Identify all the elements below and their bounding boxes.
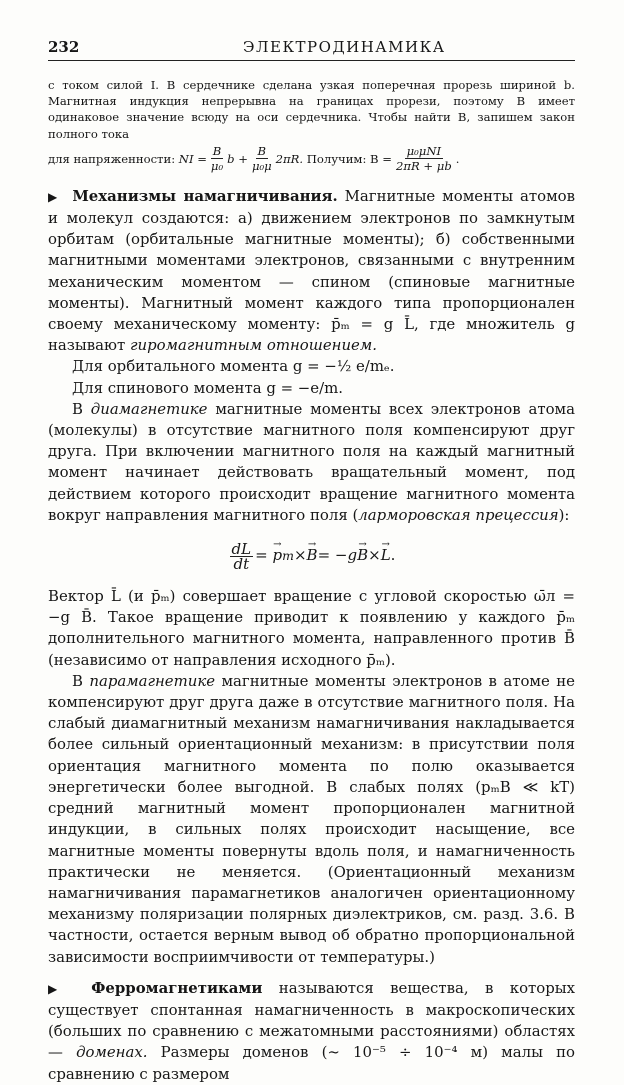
small-print-text: с током силой I. В сердечнике сделана узкая поперечная прорезь шириной b. Магнитная индукция непрерывна на границах прорези, поэтому B имеет одинаковое значение всюду на оси сердечника. Чтобы найти B, запишем закон полного тока [48, 78, 575, 141]
vector-paragraph: Вектор L̄ (и p̄ₘ) совершает вращение с угловой скоростью ω̄л = −g B̄. Такое вращение приводит к появлению у каждого p̄ₘ дополнительного магнитного момента, направленного против B̄ (независимо от направления исходного p̄ₘ). [48, 587, 575, 669]
eq-l: → L [381, 545, 391, 566]
section-text: Магнитные моменты атомов и молекул создаются: а) движением электронов по замкнутым орбитам (орбитальные магнитные моменты); б) собственными магнитными моментами электронов, связанными с внутренним механическим моментом — спином (спиновые магнитные моменты). Магнитный момент каждого типа пропорционален своему механическому моменту: [48, 186, 576, 334]
fraction-1-den: μ₀ [210, 159, 224, 174]
dia-text: магнитные моменты всех электронов атома (молекулы) в отсутствие магнитного поля компенсируют друг друга. При включении магнитного поля на каждый магнитный момент начинает действовать вращательный момент, под действием которого происходит вращение магнитного момента вокруг направления магнитного поля ( [48, 399, 575, 524]
fraction-2-den: μ₀μ [251, 159, 272, 174]
paramagnet-paragraph [48, 671, 575, 968]
diamagnet-paragraph [48, 399, 575, 526]
para-term: парамагнетике [89, 671, 216, 690]
formula-lhs: NI = [178, 151, 207, 166]
running-title: ЭЛЕКТРОДИНАМИКА [243, 38, 446, 56]
fraction-3-after: . [455, 151, 460, 166]
formula-prefix: для напряженности: [48, 151, 176, 166]
ferro-text: называются вещества, в которых существует спонтанная намагниченность в макроскопических (больших по сравнению с межатомными расстояниями) областях — [48, 978, 576, 1062]
eq-b1: → B [307, 545, 318, 566]
eq-times-2: × [368, 546, 381, 565]
page-number: 232 [48, 38, 80, 56]
eq-fraction [230, 539, 254, 573]
section-marker-icon: ▶ [48, 981, 69, 996]
larmor-term: ларморовская прецессия [358, 505, 559, 524]
section-title: Механизмы намагничивания. [72, 186, 338, 205]
fraction-2-after: 2πR. [275, 151, 304, 166]
fraction-1-after: b + [227, 151, 248, 166]
spin-line: Для спинового момента g = −e/m. [72, 378, 343, 397]
eq-b2: → B [357, 545, 368, 566]
moment-formula: p̄ₘ = g L̄, где множитель g называют [48, 315, 575, 355]
page-header [48, 36, 575, 61]
domain-term: доменах. [76, 1043, 148, 1062]
fraction-3-num: μ₀μNI [406, 144, 442, 159]
eq-pm-sub: m [282, 548, 294, 564]
ferro-title: Ферромагнетиками [91, 978, 263, 997]
eq-minus-g: = −g [317, 546, 358, 565]
gyromagnetic-term: гиромагнитным отношением. [129, 336, 377, 355]
small-print-paragraph [48, 77, 575, 142]
para-start: В [72, 671, 83, 690]
fraction-1-num: B [212, 144, 222, 159]
fraction-2 [250, 144, 274, 173]
eq-equals: = [255, 546, 268, 565]
section-marker-icon: ▶ [48, 189, 60, 204]
dia-term: диамагнетике [90, 399, 208, 418]
formula-mid: Получим: B = [306, 151, 392, 166]
fraction-1 [209, 144, 225, 173]
eq-times-1: × [293, 546, 307, 565]
fraction-3-den: 2πR + μb [395, 159, 452, 174]
para-text: магнитные моменты электронов в атоме не компенсируют друг друга даже в отсутствие магнитного поля. На слабый диамагнитный механизм намагничивания накладывается более сильный ориентационный механизм: в присутствии поля ориентация магнитного момента по полю оказывается энергетически более выгодной. В слабых полях (pₘB ≪ kT) средний магнитный момент пропорционален магнитной индукции, в сильных полях происходит насыщение, все магнитные моменты повернуты вдоль поля, и намагниченность практически не меняется. (Ориентационный механизм намагничивания парамагнетиков аналогичен ориентационному механизму поляризации полярных диэлектриков, см. разд. 3.6. В частности, остается верным вывод об обратно пропорциональной зависимости восприимчивости от температуры.) [48, 671, 575, 966]
eq-pm: → p [272, 545, 282, 566]
section-ferromagnets [48, 978, 575, 1085]
eq-dot: . [390, 546, 396, 565]
larmor-equation [48, 530, 575, 582]
orbital-line: Для орбитального момента g = −½ e/mₑ. [72, 357, 395, 376]
eq-den: dt [233, 554, 250, 573]
eq-num: dL [231, 539, 252, 558]
section-magnetization [48, 186, 575, 357]
book-page [48, 36, 575, 1085]
fraction-3 [394, 144, 454, 173]
core-formula-line [48, 142, 575, 176]
dia-end: ): [558, 505, 570, 524]
dia-start: В [72, 399, 83, 418]
fraction-2-num: B [257, 144, 267, 159]
ferro-text-2: Размеры доменов (∼ 10⁻⁵ ÷ 10⁻⁴ м) малы по сравнению с размером [48, 1043, 576, 1083]
